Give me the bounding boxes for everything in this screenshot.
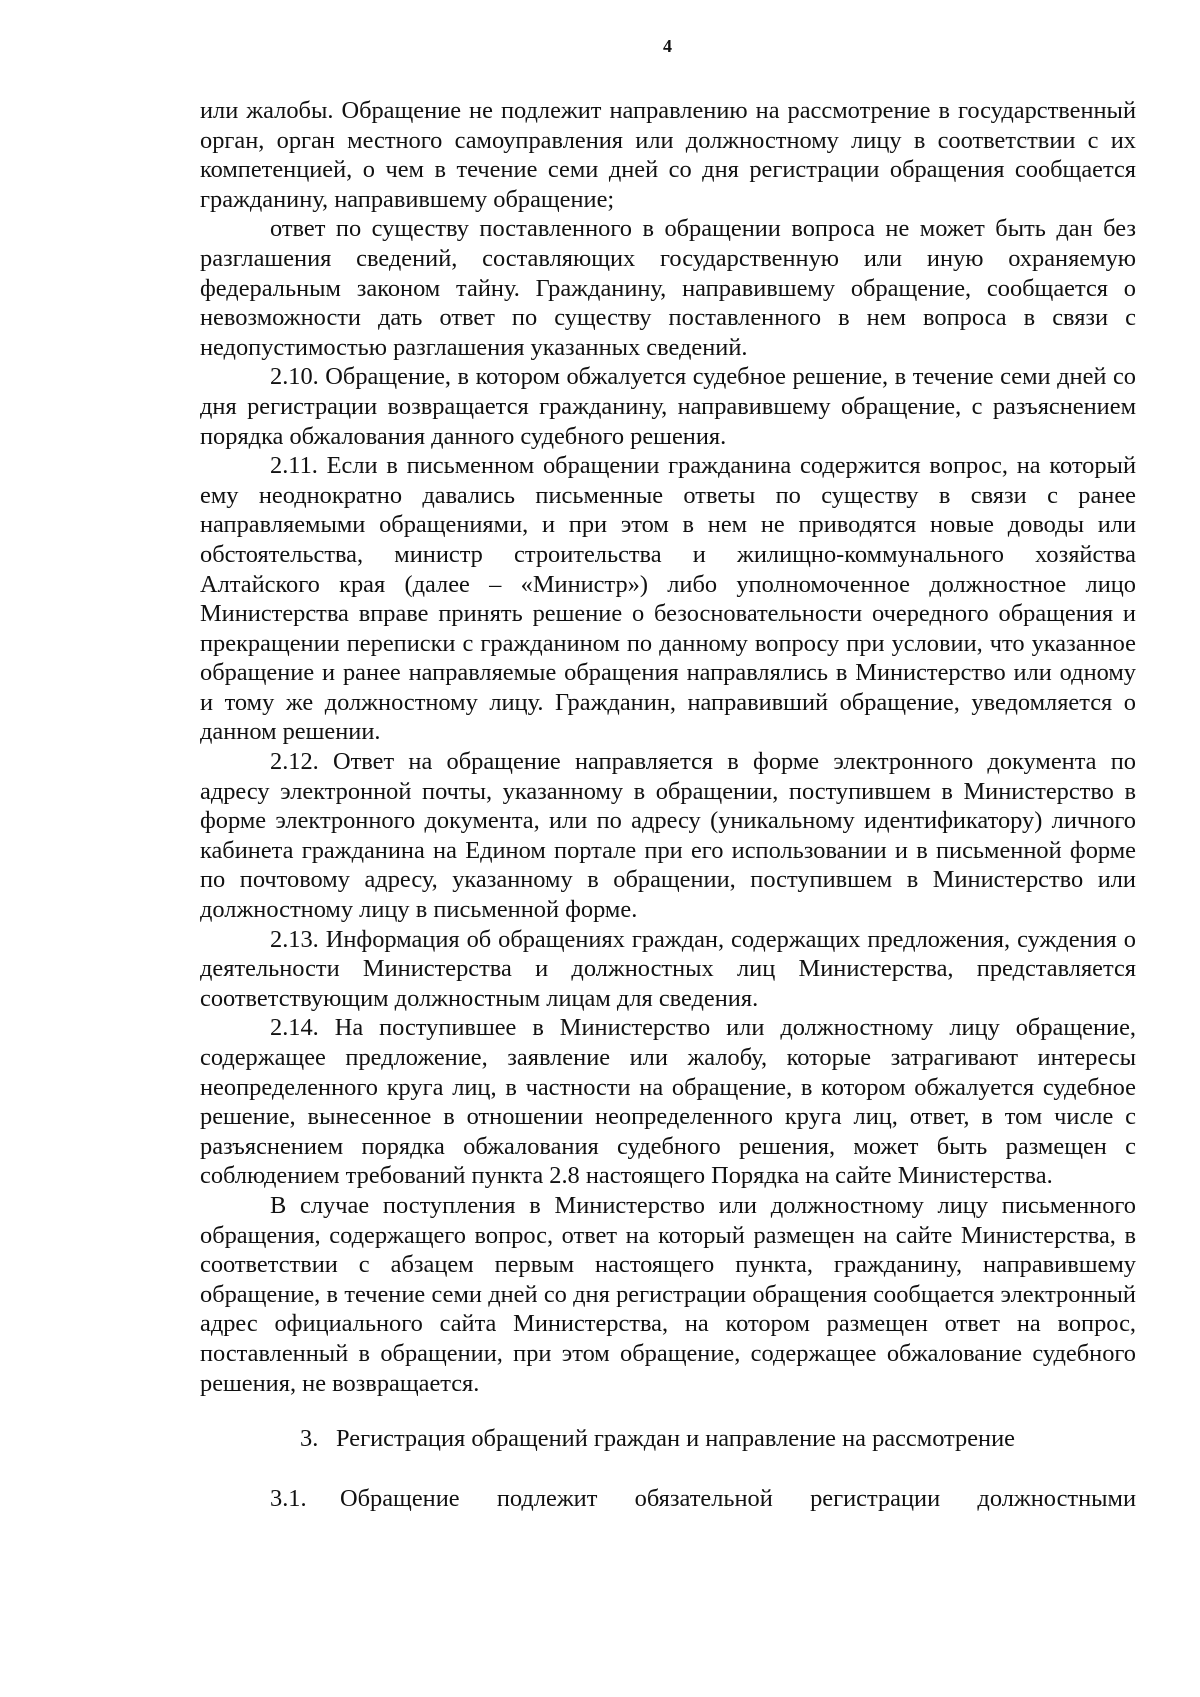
paragraph: или жалобы. Обращение не подлежит направлению на рассмотрение в государственный орган, орган местного самоуправления или должностному лицу в соответствии с их компетенцией, о чем в течение семи дней со дня регистрации обращения сообщается гражданину, направившему обращение; [200,97,1136,213]
paragraph-2-14: 2.14. На поступившее в Министерство или должностному лицу обращение, содержащее предложение, заявление или жалобу, которые затрагивают интересы неопределенного круга лиц, в частности на обращение, в котором обжалуется судебное решение, вынесенное в отношении неопределенного круга лиц, ответ, в том числе с разъяснением порядка обжалования судебного решения, может быть размещен с соблюдением требований пункта 2.8 настоящего Порядка на сайте Министерства. [200,1014,1136,1190]
clause-text: Обращение подлежит обязательной регистрации должностными [340,1484,1136,1512]
clause-3-1 [200,1484,1136,1514]
paragraph-2-10: 2.10. Обращение, в котором обжалуется судебное решение, в течение семи дней со дня регистрации возвращается гражданину, направившему обращение, с разъяснением порядка обжалования данного судебного решения. [200,363,1136,450]
paragraph-2-11: 2.11. Если в письменном обращении гражданина содержится вопрос, на который ему неоднократно давались письменные ответы по существу в связи с ранее направляемыми обращениями, и при этом в нем не приводятся новые доводы или обстоятельства, министр строительства и жилищно-коммунального хозяйства Алтайского края (далее – «Министр») либо уполномоченное должностное лицо Министерства вправе принять решение о безосновательности очередного обращения и прекращении переписки с гражданином по данному вопросу при условии, что указанное обращение и ранее направляемые обращения направлялись в Министерство или одному и тому же должностному лицу. Гражданин, направивший обращение, уведомляется о данном решении. [200,452,1136,746]
paragraph: ответ по существу поставленного в обращении вопроса не может быть дан без разглашения сведений, составляющих государственную или иную охраняемую федеральным законом тайну. Гражданину, направившему обращение, сообщается о невозможности дать ответ по существу поставленного в нем вопроса в связи с недопустимостью разглашения указанных сведений. [200,215,1136,361]
document-body [200,96,1136,1513]
section-number: 3. [300,1425,319,1453]
section-heading [200,1424,1136,1454]
clause-number: 3.1. [270,1484,307,1512]
section-title: Регистрация обращений граждан и направление на рассмотрение [336,1425,1015,1453]
page-number: 4 [663,36,672,56]
paragraph-2-13: 2.13. Информация об обращениях граждан, содержащих предложения, суждения о деятельности Министерства и должностных лиц Министерства, представляется соответствующим должностным лицам для сведения. [200,925,1136,1012]
paragraph: В случае поступления в Министерство или должностному лицу письменного обращения, содержащего вопрос, ответ на который размещен на сайте Министерства, в соответствии с абзацем первым настоящего пункта, гражданину, направившему обращение, в течение семи дней со дня регистрации обращения сообщается электронный адрес официального сайта Министерства, на котором размещен ответ на вопрос, поставленный в обращении, при этом обращение, содержащее обжалование судебного решения, не возвращается. [200,1191,1136,1397]
paragraph-2-12: 2.12. Ответ на обращение направляется в форме электронного документа по адресу электронной почты, указанному в обращении, поступившем в Министерство в форме электронного документа, или по адресу (уникальному идентификатору) личного кабинета гражданина на Едином портале при его использовании и в письменной форме по почтовому адресу, указанному в обращении, поступившем в Министерство или должностному лицу в письменной форме. [200,748,1136,924]
